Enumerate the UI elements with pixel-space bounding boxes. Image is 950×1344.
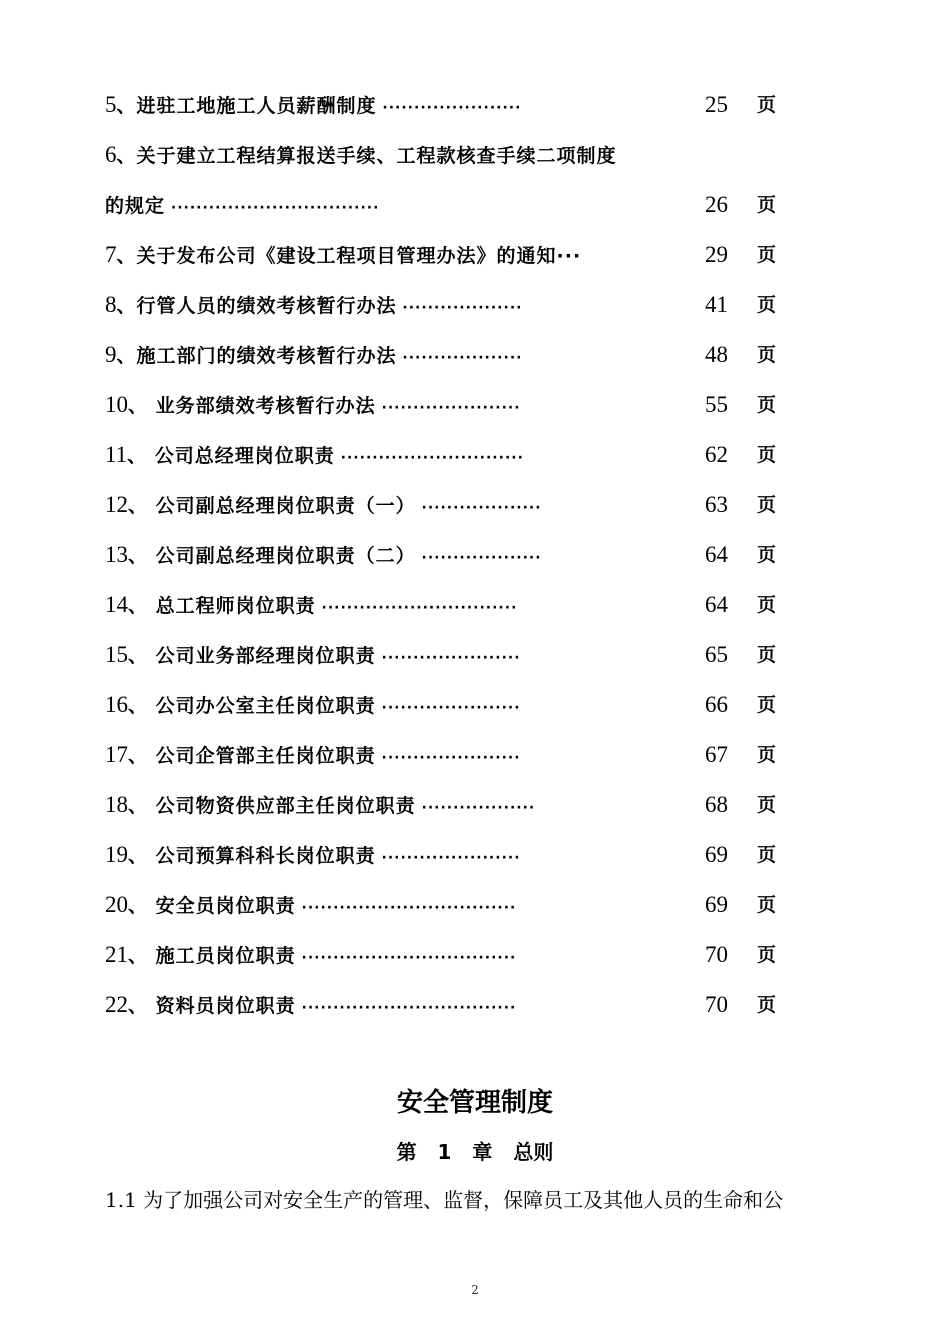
toc-entry-number: 19 [105, 842, 128, 867]
toc-entry-separator: 、 [128, 945, 149, 967]
toc-entry-title: 关于发布公司《建设工程项目管理办法》的通知··· [136, 245, 582, 267]
toc-entry-page: 25 [705, 92, 728, 117]
toc-entry [105, 80, 805, 130]
toc-entry-title: 业务部绩效考核暂行办法 [148, 395, 376, 417]
toc-entry-title: 行管人员的绩效考核暂行办法 [136, 295, 397, 317]
toc-entry-page-unit: 页 [757, 244, 777, 266]
toc-entry-page-unit: 页 [757, 294, 777, 316]
toc-entry [105, 630, 805, 680]
toc-entry-number: 10 [105, 392, 128, 417]
toc-entry-leader-dots: ··················· [396, 350, 523, 366]
toc-entry-number: 7 [105, 242, 117, 267]
toc-entry-title: 进驻工地施工人员薪酬制度 [136, 95, 377, 117]
toc-entry-page-unit: 页 [757, 94, 777, 116]
toc-entry-separator: 、 [128, 395, 149, 417]
body-paragraph: 1.1 为了加强公司对安全生产的管理、监督，保障员工及其他人员的生命和公 [105, 1188, 784, 1212]
toc-entry-separator: 、 [116, 345, 137, 367]
toc-entry [105, 730, 805, 780]
toc-entry-title: 公司预算科科长岗位职责 [148, 845, 376, 867]
toc-entry-title: 关于建立工程结算报送手续、工程款核查手续二项制度 [136, 145, 617, 167]
toc-entry-title: 公司总经理岗位职责 [147, 445, 335, 467]
toc-entry-page-unit: 页 [757, 944, 777, 966]
toc-entry [105, 230, 805, 280]
toc-entry-separator: 、 [128, 745, 149, 767]
toc-entry-leader-dots: ·································· [295, 950, 517, 966]
toc-entry [105, 530, 805, 580]
toc-entry-page-unit: 页 [757, 994, 777, 1016]
toc-entry-page: 69 [705, 892, 728, 917]
toc-entry-title: 公司副总经理岗位职责（二） [148, 545, 416, 567]
toc-entry-number: 17 [105, 742, 128, 767]
section-title: 安全管理制度 [396, 1088, 553, 1118]
toc-entry-page-unit: 页 [757, 344, 777, 366]
toc-entry-page: 64 [705, 592, 728, 617]
toc-entry [105, 930, 805, 980]
toc-entry-number: 18 [105, 792, 128, 817]
toc-entry-leader-dots: ·································· [295, 1000, 517, 1016]
toc-entry-leader-dots: ······················ [375, 750, 521, 766]
toc-entry-title: 公司副总经理岗位职责（一） [148, 495, 416, 517]
toc-entry-title: 公司物资供应部主任岗位职责 [148, 795, 416, 817]
toc-entry-title: 公司企管部主任岗位职责 [148, 745, 376, 767]
toc-entry-title: 施工部门的绩效考核暂行办法 [136, 345, 397, 367]
toc-entry-separator: 、 [116, 295, 137, 317]
toc-entry [105, 830, 805, 880]
toc-entry-title: 总工程师岗位职责 [148, 595, 316, 617]
toc-entry-separator: 、 [128, 545, 149, 567]
toc-entry-page: 48 [705, 342, 728, 367]
toc-entry-separator: 、 [116, 145, 137, 167]
toc-entry-page: 29 [705, 242, 728, 267]
toc-entry-leader-dots: ·································· [295, 900, 517, 916]
toc-entry [105, 880, 805, 930]
toc-entry-title: 施工员岗位职责 [148, 945, 296, 967]
toc-entry-leader-dots: ··················· [396, 300, 523, 316]
toc-entry-page: 63 [705, 492, 728, 517]
toc-entry-separator: 、 [128, 595, 149, 617]
toc-entry-separator: 、 [128, 845, 149, 867]
toc-entry-separator: 、 [128, 795, 149, 817]
toc-entry-page-unit: 页 [757, 494, 777, 516]
toc-entry-page-unit: 页 [757, 794, 777, 816]
table-of-contents [105, 80, 805, 1030]
toc-entry-number: 9 [105, 342, 117, 367]
toc-entry-separator: 、 [127, 445, 148, 467]
toc-entry-page: 55 [705, 392, 728, 417]
toc-entry-page-unit: 页 [757, 844, 777, 866]
toc-entry-number: 5 [105, 92, 117, 117]
toc-entry-number: 8 [105, 292, 117, 317]
toc-entry-separator: 、 [128, 495, 149, 517]
toc-entry-page-unit: 页 [757, 644, 777, 666]
toc-entry-separator: 、 [128, 895, 149, 917]
toc-entry-page: 65 [705, 642, 728, 667]
chapter-title: 第 1 章 总则 [396, 1140, 554, 1164]
toc-entry-number: 11 [105, 442, 128, 467]
toc-entry-number: 15 [105, 642, 128, 667]
toc-entry-number: 20 [105, 892, 128, 917]
toc-entry-title: 资料员岗位职责 [148, 995, 296, 1017]
toc-entry-number: 14 [105, 592, 128, 617]
toc-entry-page-unit: 页 [757, 744, 777, 766]
toc-entry-separator: 、 [116, 95, 137, 117]
toc-entry-page: 64 [705, 542, 728, 567]
toc-entry-number: 6 [105, 142, 117, 167]
toc-entry-separator: 、 [128, 645, 149, 667]
toc-entry-page-unit: 页 [757, 894, 777, 916]
toc-entry-title: 安全员岗位职责 [148, 895, 296, 917]
toc-entry-page-unit: 页 [757, 194, 777, 216]
toc-entry-leader-dots: ··················· [415, 550, 542, 566]
toc-entry [105, 480, 805, 530]
toc-entry-number: 22 [105, 992, 128, 1017]
toc-entry-leader-dots: ··················· [415, 500, 542, 516]
toc-entry-leader-dots: ····························· [334, 450, 524, 466]
toc-entry-number: 12 [105, 492, 128, 517]
toc-entry-page: 67 [705, 742, 728, 767]
toc-entry [105, 380, 805, 430]
toc-entry-page: 69 [705, 842, 728, 867]
toc-entry-page-unit: 页 [757, 444, 777, 466]
toc-entry-number: 13 [105, 542, 128, 567]
toc-entry-page: 70 [705, 942, 728, 967]
toc-entry-page: 41 [705, 292, 728, 317]
toc-entry-page: 66 [705, 692, 728, 717]
toc-entry-leader-dots: ······················ [376, 100, 522, 116]
toc-entry [105, 180, 805, 230]
toc-entry-page-unit: 页 [757, 694, 777, 716]
toc-entry-title: 公司业务部经理岗位职责 [148, 645, 376, 667]
toc-entry [105, 280, 805, 330]
toc-entry-number: 16 [105, 692, 128, 717]
toc-entry [105, 130, 805, 180]
toc-entry-separator: 、 [128, 695, 149, 717]
toc-entry-separator: 、 [116, 245, 137, 267]
toc-entry [105, 330, 805, 380]
toc-entry-title: 公司办公室主任岗位职责 [148, 695, 376, 717]
toc-entry [105, 980, 805, 1030]
toc-entry [105, 680, 805, 730]
toc-entry-page: 26 [705, 192, 728, 217]
toc-entry-page-unit: 页 [757, 544, 777, 566]
toc-entry-leader-dots: ······························· [315, 600, 518, 616]
toc-entry-separator: 、 [128, 995, 149, 1017]
toc-entry-page-unit: 页 [757, 594, 777, 616]
toc-entry-page: 68 [705, 792, 728, 817]
toc-entry-number: 21 [105, 942, 128, 967]
toc-entry-title: 的规定 [105, 195, 166, 217]
page-number: 2 [471, 1283, 479, 1297]
toc-entry-leader-dots: ······················ [375, 850, 521, 866]
toc-entry-leader-dots: ······················ [375, 700, 521, 716]
toc-entry-page: 62 [705, 442, 728, 467]
toc-entry-leader-dots: ·················· [415, 800, 536, 816]
toc-entry-leader-dots: ································· [165, 200, 380, 216]
toc-entry-page-unit: 页 [757, 394, 777, 416]
toc-entry [105, 580, 805, 630]
toc-entry [105, 780, 805, 830]
toc-entry-leader-dots: ······················ [375, 650, 521, 666]
toc-entry-page: 70 [705, 992, 728, 1017]
toc-entry-leader-dots: ······················ [375, 400, 521, 416]
toc-entry [105, 430, 805, 480]
